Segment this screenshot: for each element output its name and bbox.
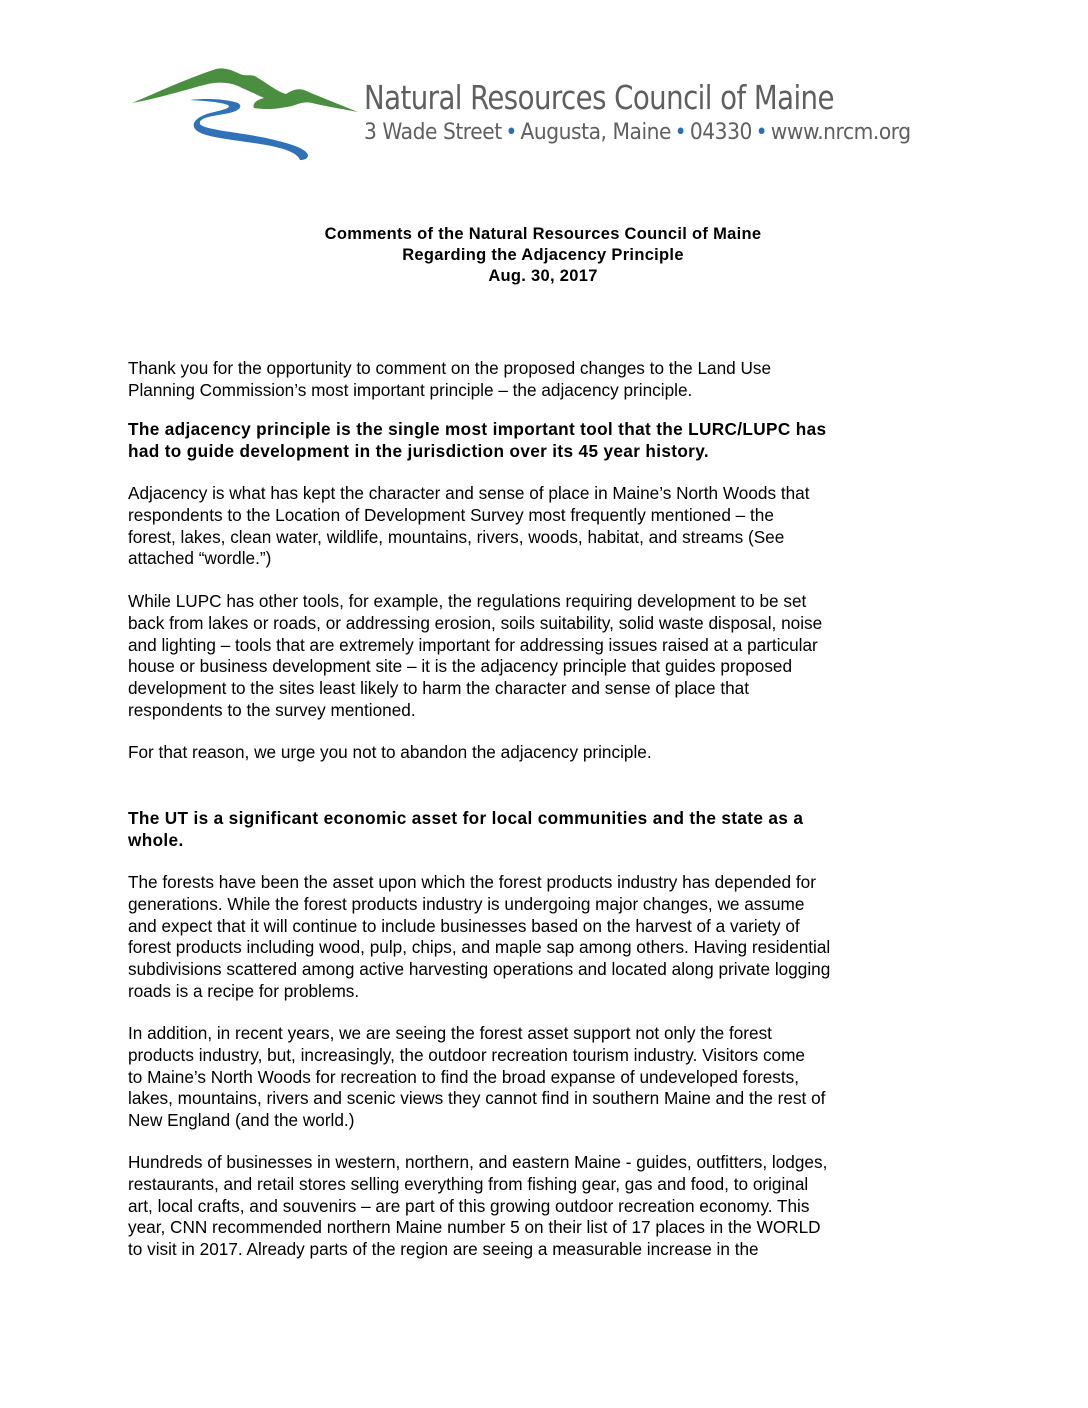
text-line: attached “wordle.”) [128,548,272,569]
text-line: Adjacency is what has kept the character and sense of place in Maine’s North Woods that [128,483,810,503]
text-line: forest, lakes, clean water, wildlife, mountains, rivers, woods, habitat, and streams (See [128,526,785,547]
text-line: Hundreds of businesses in western, northern, and eastern Maine - guides, outfitters, lodges, [128,1152,828,1172]
text-line: respondents to the survey mentioned. [128,699,416,720]
text-line: year, CNN recommended northern Maine number 5 on their list of 17 places in the WORLD [128,1217,821,1238]
text-line: art, local crafts, and souvenirs – are part of this growing outdoor recreation economy. This [128,1195,810,1216]
address-zip: 04330 [689,120,752,145]
text-line: back from lakes or roads, or addressing erosion, soils suitability, solid waste disposal, noise [128,612,823,633]
letterhead [128,60,968,160]
nrcm-logo-icon [128,60,363,160]
title-line: Comments of the Natural Resources Council of Maine [324,225,762,243]
text-line: and lighting – tools that are extremely important for addressing issues raised at a particular [128,634,818,655]
organization-address [364,120,911,145]
text-line: restaurants, and retail stores selling everything from fishing gear, gas and food, to original [128,1173,809,1194]
address-separator: • [674,120,687,145]
text-line: The UT is a significant economic asset for local communities and the state as a [128,808,804,828]
address-separator: • [755,120,768,145]
paragraph-recreation [128,1023,960,1132]
document-title [0,224,1088,287]
address-city: Augusta, Maine [520,120,671,145]
text-line: The forests have been the asset upon which the forest products industry has depended for [128,872,816,892]
address-separator: • [505,120,517,145]
text-line: In addition, in recent years, we are seeing the forest asset support not only the forest [128,1023,772,1043]
website-link[interactable]: www.nrcm.org [770,120,911,145]
text-line: products industry, but, increasingly, the outdoor recreation tourism industry. Visitors come [128,1044,805,1065]
text-line: whole. [128,829,184,850]
text-line: development to the sites least likely to harm the character and sense of place that [128,678,750,699]
paragraph-urge [128,742,960,764]
text-line: to Maine’s North Woods for recreation to find the broad expanse of undeveloped forests, [128,1066,800,1087]
text-line: had to guide development in the jurisdiction over its 45 year history. [128,440,709,461]
text-line: to visit in 2017. Already parts of the region are seeing a measurable increase in the [128,1239,759,1260]
text-line: lakes, mountains, rivers and scenic views they cannot find in southern Maine and the rest of [128,1088,826,1109]
paragraph-forests [128,872,960,1003]
text-line: generations. While the forest products industry is undergoing major changes, we assume [128,893,805,914]
section-heading-adjacency [128,419,960,463]
text-line: Planning Commission’s most important principle – the adjacency principle. [128,379,693,400]
river-shape [190,99,308,160]
section-heading-economic-asset [128,808,960,852]
text-line: Thank you for the opportunity to comment on the proposed changes to the Land Use [128,358,772,378]
title-date: Aug. 30, 2017 [488,267,598,285]
mountain-shape [132,68,358,112]
text-line: For that reason, we urge you not to abandon the adjacency principle. [128,742,652,762]
title-line: Regarding the Adjacency Principle [402,246,684,264]
paragraph-intro [128,358,960,402]
text-line: The adjacency principle is the single most important tool that the LURC/LUPC has [128,419,827,439]
text-line: house or business development site – it is the adjacency principle that guides proposed [128,656,793,677]
text-line: While LUPC has other tools, for example, the regulations requiring development to be set [128,591,807,611]
text-line: and expect that it will continue to include businesses based on the harvest of a variety of [128,915,800,936]
paragraph-businesses [128,1152,960,1261]
address-street: 3 Wade Street [364,120,502,145]
text-line: New England (and the world.) [128,1110,355,1131]
text-line: subdivisions scattered among active harvesting operations and located along private logging [128,959,831,980]
paragraph-tools [128,591,960,722]
paragraph-adjacency [128,483,960,570]
organization-name: Natural Resources Council of Maine [364,78,834,117]
text-line: respondents to the Location of Development Survey most frequently mentioned – the [128,504,774,525]
text-line: roads is a recipe for problems. [128,980,360,1001]
text-line: forest products including wood, pulp, chips, and maple sap among others. Having residential [128,937,831,958]
